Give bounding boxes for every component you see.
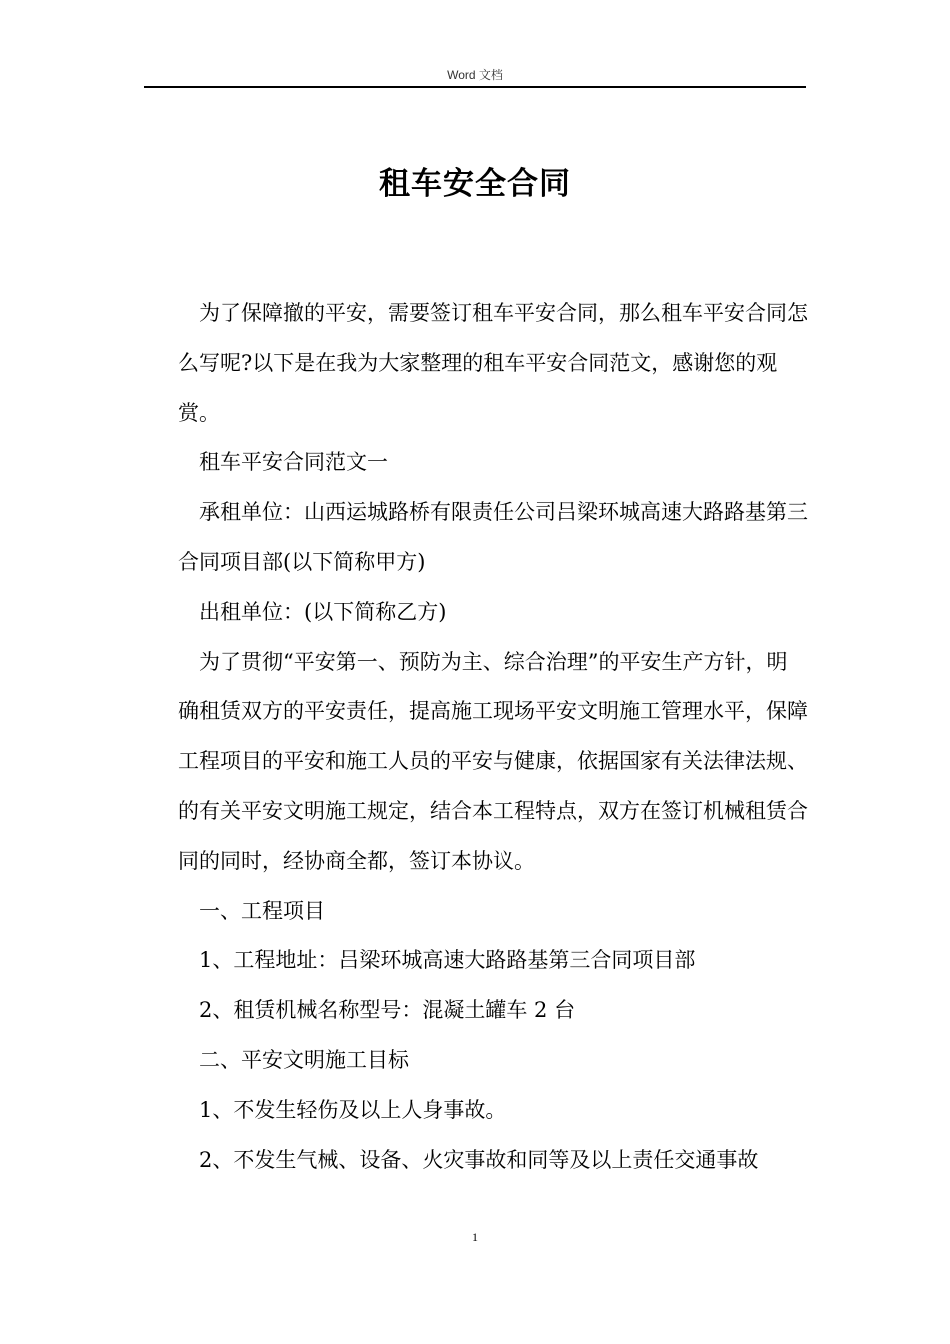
paragraph: 为了保障撤的平安，需要签订租车平安合同，那么租车平安合同怎么写呢?以下是在我为大家整理的租车平安合同范文，感谢您的观赏。	[178, 301, 808, 425]
page-number: 1	[472, 1230, 478, 1244]
paragraph: 出租单位：(以下简称乙方)	[199, 599, 447, 624]
paragraph: 1、不发生轻伤及以上人身事故。	[199, 1097, 507, 1122]
header-label: Word 文档	[447, 68, 503, 82]
paragraph: 租车平安合同范文一	[199, 450, 388, 475]
paragraph: 1、工程地址：吕梁环城高速大路路基第三合同项目部	[199, 948, 696, 973]
paragraph: 承租单位：山西运城路桥有限责任公司吕梁环城高速大路路基第三合同项目部(以下简称甲方)	[178, 500, 808, 574]
header-divider	[144, 86, 806, 88]
document-title: 租车安全合同	[379, 166, 571, 202]
paragraph: 为了贯彻“平安第一、预防为主、综合治理”的平安生产方针，明确租赁双方的平安责任，提高施工现场平安文明施工管理水平，保障工程项目的平安和施工人员的平安与健康，依据国家有关法律法规、的有关平安文明施工规定，结合本工程特点，双方在签订机械租赁合同的同时，经协商全都，签订本协议。	[178, 649, 808, 873]
document-body	[178, 289, 808, 1185]
section-heading: 二、平安文明施工目标	[199, 1047, 409, 1072]
paragraph: 2、不发生气械、设备、火灾事故和同等及以上责任交通事故	[199, 1147, 759, 1172]
section-heading: 一、工程项目	[199, 898, 325, 923]
paragraph: 2、租赁机械名称型号：混凝土罐车 2 台	[199, 998, 576, 1023]
